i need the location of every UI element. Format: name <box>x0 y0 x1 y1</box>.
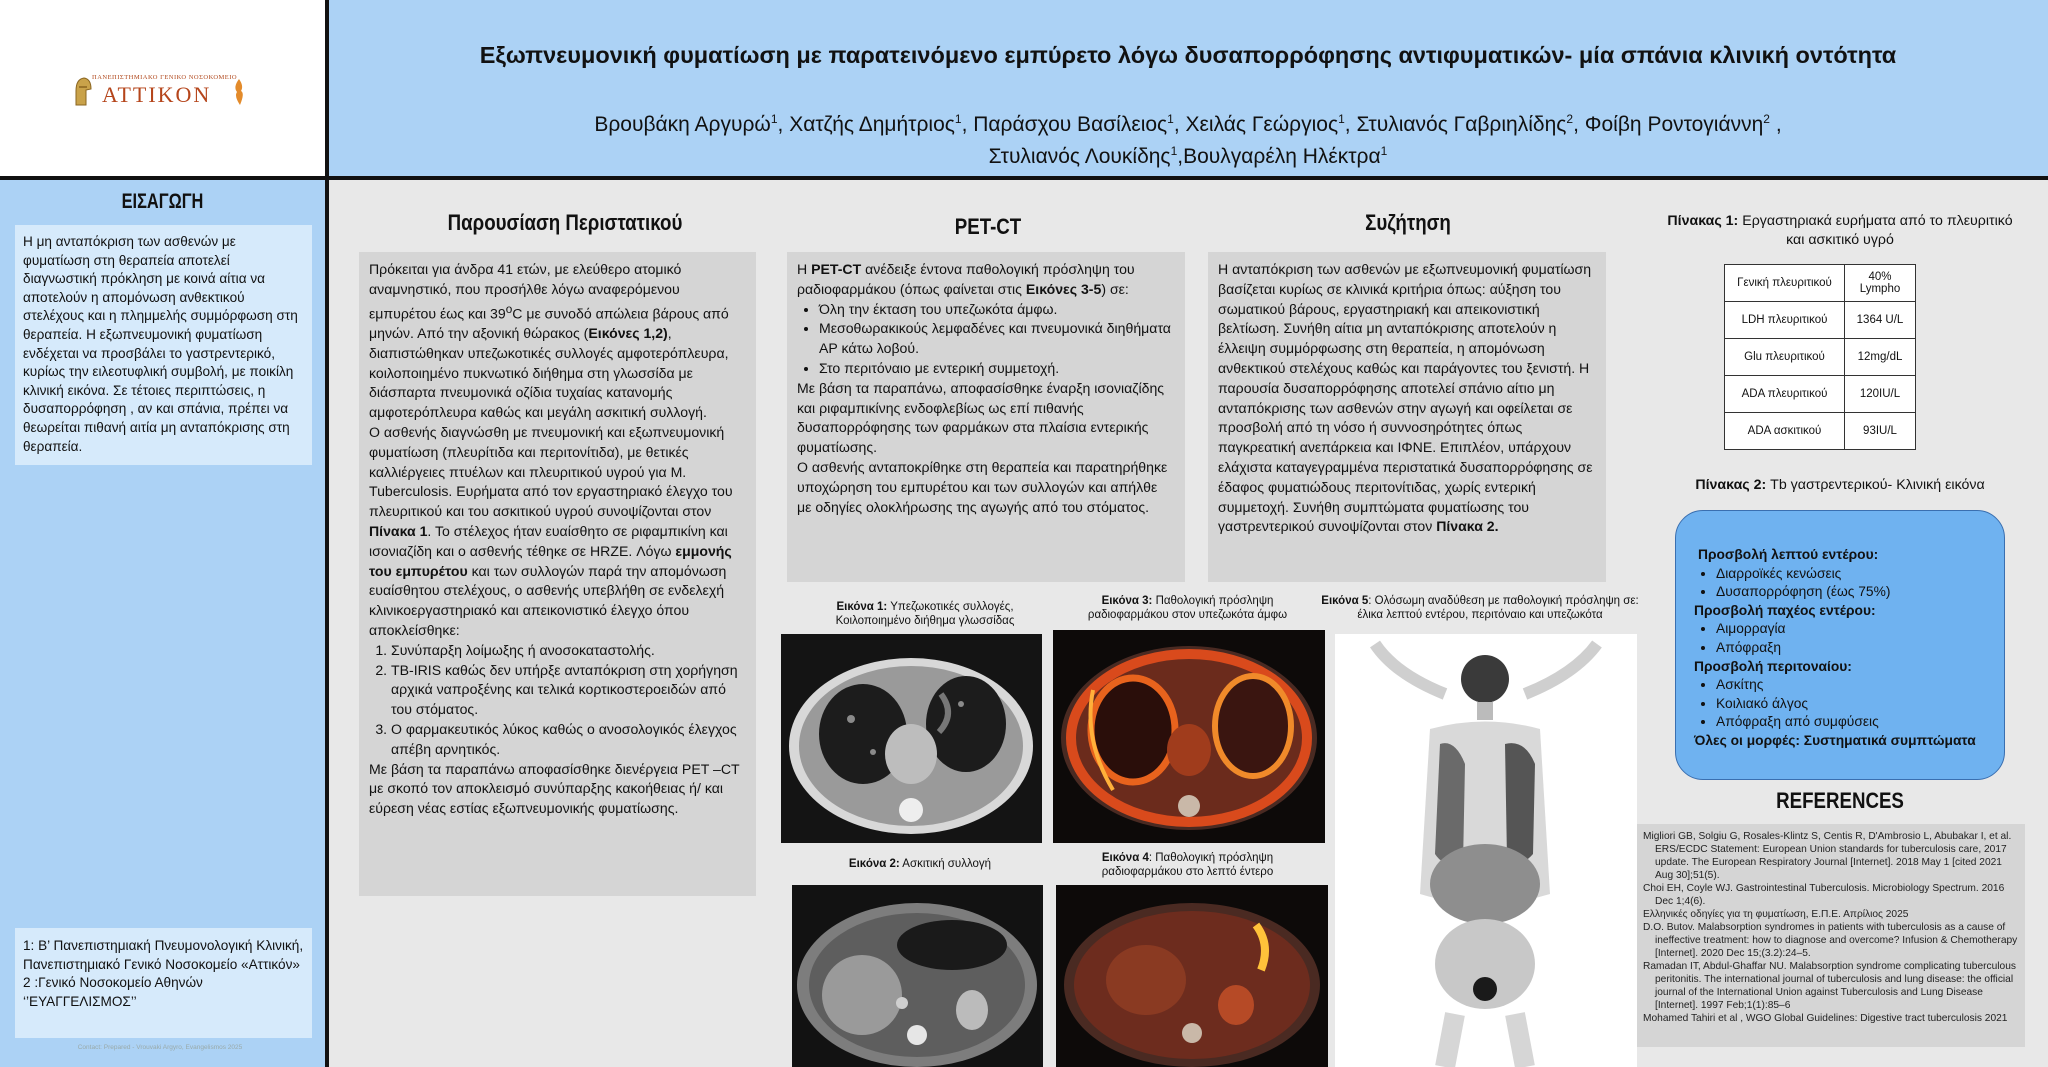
table-cell-value: 12mg/dL <box>1845 339 1916 376</box>
figure-4-caption <box>1060 851 1315 879</box>
logo-name: ATTIKON <box>102 82 212 107</box>
table-cell-label: LDH πλευριτικού <box>1725 302 1845 339</box>
text-run: Η <box>797 261 812 277</box>
list-item: 3. Ο φαρμακευτικός λύκος καθώς ο ανοσολογικός έλεγχος απέβη αρνητικός. <box>391 720 746 760</box>
reference-item: Choi EH, Coyle WJ. Gastrointestinal Tuberculosis. Microbiology Spectrum. 2016 Dec 1;4(6). <box>1643 883 2005 907</box>
table-ref: Πίνακα 1 <box>369 523 428 540</box>
hospital-logo <box>72 75 252 110</box>
discussion-text <box>1208 252 1606 582</box>
affiliations <box>15 928 312 1038</box>
list-item: • Όλη την έκταση του υπεζωκότα άμφω. <box>819 300 1175 320</box>
caption-text: Υπεζωκοτικές συλλογές, Κοιλοποιημένο διήθημα γλωσσίδας <box>835 601 1015 627</box>
author-name: Χατζής Δημήτριος <box>789 113 955 136</box>
text-run: . Το στέλεχος ήταν ευαίσθητο σε ριφαμπικίνη και ισονιαζίδη και ο ασθενής τέθηκε σε HRZE. Λόγω <box>369 523 728 559</box>
author-name: Στυλιανός Γαβριηλίδης <box>1356 113 1567 136</box>
table-row <box>1725 265 1916 302</box>
author-name: Χειλάς Γεώργιος <box>1185 113 1339 136</box>
logo-subtitle: ΠΑΝΕΠΙΣΤΗΜΙΑΚΟ ΓΕΝΙΚΟ ΝΟΣΟΚΟΜΕΙΟ <box>92 74 238 81</box>
author-separator: , <box>1177 145 1184 168</box>
text-run: και των συλλογών παρά την απομόνωση ευαίσθητου στελέχους, ο ασθενής υπεβλήθη σε ενδελεχή κλινικοεργαστηριακό και απεικονιστικό έλεγχο όπου αποκλείσθηκε: <box>369 562 727 639</box>
table-cell-label: ADA ασκιτικού <box>1725 413 1845 450</box>
list-item: • Στο περιτόναιο με εντερική συμμετοχή. <box>819 359 1175 379</box>
petct-paragraph <box>797 260 1175 300</box>
caption-label: Εικόνα 5 <box>1321 595 1369 607</box>
author-list <box>328 106 2048 170</box>
caption-text: Παθολογική πρόσληψη ραδιοφαρμάκου στον υπεζωκότα άμφω <box>1087 595 1288 621</box>
case-text <box>359 252 756 896</box>
author-name: Βρουβάκη Αργυρώ <box>594 113 771 136</box>
text-run: Ο ασθενής διαγνώσθη με πνευμονική και εξωπνευμονική φυματίωση (πλευρίτιδα και περιτονίτιδα), με θετικές καλλιέργειες πτυέλων και πλευριτικού υγρού για M. Tuberculosis. Ευρήματα από τον εργαστηριακό έλεγχο του πλευριτικού και του ασκιτικού υγρού συνοψίζονται στον <box>369 424 733 520</box>
caption-label: Εικόνα 3: <box>1101 595 1153 607</box>
flame-icon <box>232 78 246 106</box>
list-item: • Διαρροϊκές κενώσεις <box>1716 565 1990 584</box>
list-item: • Κοιλιακό άλγος <box>1716 695 1990 714</box>
petct-findings <box>797 300 1175 379</box>
author-name: Στυλιανός Λουκίδης <box>988 145 1171 168</box>
author-separator: , <box>961 113 974 136</box>
table-title-text: Tb γαστρεντερικού- Κλινική εικόνα <box>1766 477 1985 493</box>
group-heading: Προσβολή περιτοναίου: <box>1694 658 1852 674</box>
lab-table <box>1724 264 1916 450</box>
text-run: Πρόκειται για άνδρα 41 ετών, με ελεύθερο ατομικό αναμνηστικό, που προσήλθε λόγω αναφερόμενου εμπυρέτου έως και 39 <box>369 261 682 322</box>
petct-text <box>787 252 1185 582</box>
affiliation-1: 1: Β’ Πανεπιστημιακή Πνευμονολογική Κλινική, Πανεπιστημιακό Γενικό Νοσοκομείο «Αττικόν» <box>23 938 304 972</box>
author-affiliation: 2 <box>1763 112 1770 126</box>
table-label: Πίνακας 1: <box>1667 213 1739 229</box>
box-footer: Όλες οι μορφές: Συστηματικά συμπτώματα <box>1694 732 1976 748</box>
reference-item: Mohamed Tahiri et al , WGO Global Guidelines: Digestive tract tuberculosis 2021 <box>1643 1013 2008 1024</box>
figure-5-caption <box>1310 594 1650 622</box>
table-cell-value: 40% Lympho <box>1845 265 1916 302</box>
table-cell-value: 1364 U/L <box>1845 302 1916 339</box>
table-1-title <box>1660 212 2020 250</box>
author-affiliation: 1 <box>1170 144 1178 158</box>
figure-3-pet-pleura <box>1053 630 1325 843</box>
author-affiliation: 1 <box>770 112 778 126</box>
intro-heading: ΕΙΣΑΓΩΓΗ <box>121 190 204 213</box>
list-item: • Ασκίτης <box>1716 676 1990 695</box>
text-run: Η ανταπόκριση των ασθενών με εξωπνευμονική φυματίωση βασίζεται κυρίως σε κλινικά κριτήρια όπως: αύξηση του σωματικού βάρους, εργαστηριακή και απεικονιστική βελτίωση. Συνήθη αίτια μη ανταπόκρισης αποτελούν η έλλειψη συμμόρφωσης στη θεραπεία, η απομόνωση ανθεκτικού στελέχους καθώς και παράγοντες του ξενιστή. Η παρουσία δυσαπορρόφησης αποτελεί σπάνιο αίτιο μη ανταπόκρισης των ασθενών στην αγωγή και οφείλεται σε προσβολή από τη νόσο ή συννοσηρότητες όπως παγκρεατική ανεπάρκεια και ΙΦΝΕ. Επιπλέον, υπάρχουν ελάχιστα καταγεγραμμένα περιστατικά δυσαπορρόφησης σε έδαφος φυματιώδους περιτονίτιδας, χωρίς εντερική συμμετοχή. Συνήθη συμπτώματα φυματίωσης του γαστρεντερικού συνοψίζονται στον <box>1218 261 1593 535</box>
emphasis: PET-CT <box>811 261 862 277</box>
figure-ref: Εικόνες 1,2) <box>588 325 668 342</box>
gi-tb-symptoms-box <box>1675 510 2005 780</box>
table-row <box>1725 339 1916 376</box>
affiliation-2: 2 :Γενικό Νοσοκομείο Αθηνών ‘’ΕΥΑΓΓΕΛΙΣΜΟΣ’’ <box>23 975 203 1009</box>
references-list <box>1637 824 2025 1047</box>
author-separator: , <box>1573 113 1585 136</box>
author-affiliation: 1 <box>954 112 962 126</box>
petct-paragraph: Ο ασθενής ανταποκρίθηκε στη θεραπεία και παρατηρήθηκε υποχώρηση του εμπυρέτου και των συλλογών και απήλθε με οδηγίες ολοκλήρωσης της αγωγής από του στόματος. <box>797 458 1168 515</box>
header-divider <box>0 176 2048 180</box>
list-item: • Απόφραξη <box>1716 639 1990 658</box>
figure-4-pet-bowel <box>1056 885 1328 1067</box>
table-row <box>1725 376 1916 413</box>
caption-label: Εικόνα 2: <box>848 858 900 870</box>
discussion-paragraph <box>1218 260 1596 537</box>
author-separator: , <box>1173 113 1186 136</box>
discussion-heading: Συζήτηση <box>1365 210 1451 235</box>
symptom-list <box>1694 565 1990 602</box>
reference-item: D.O. Butov. Malabsorption syndromes in patients with tuberculosis as a cause of ineffective treatment: how to diagnose and overcome? Infusion & Chemotherapy [Internet]. 2020 Dec 15;(3.2):24–5. <box>1643 922 2018 959</box>
author-separator: , <box>1769 113 1782 136</box>
case-paragraph <box>369 423 746 641</box>
table-cell-label: ADA πλευριτικού <box>1725 376 1845 413</box>
table-label: Πίνακας 2: <box>1695 477 1767 493</box>
references-heading: REFERENCES <box>1776 788 1904 813</box>
logo-panel <box>0 0 325 176</box>
helmet-icon <box>72 75 94 109</box>
faint-note: Contact: Prepared - Vrouvaki Argyro, Evangelismos 2025 <box>77 1044 243 1051</box>
author-affiliation: 1 <box>1380 144 1388 158</box>
table-ref: Πίνακα 2. <box>1436 518 1499 535</box>
list-item: • Μεσοθωρακικούς λεμφαδένες και πνευμονικά διηθήματα ΑΡ κάτω λοβού. <box>819 319 1175 359</box>
reference-item: Ramadan IT, Abdul-Ghaffar NU. Malabsorption syndrome complicating tuberculous peritonitis. The international journal of tuberculosis and lung disease: the official journal of the International Union against Tuberculosis and Lung Disease [Internet]. 1997 Feb;1(1):85–6 <box>1643 961 2016 1011</box>
table-cell-value: 120IU/L <box>1845 376 1916 413</box>
author-line-1 <box>328 106 2048 138</box>
poster-title: Εξωπνευμονική φυματίωση με παρατεινόμενο εμπύρετο λόγω δυσαπορρόφησης αντιφυματικών- μία σπάνια κλινική οντότητα <box>479 42 1897 68</box>
figure-1-caption <box>800 600 1050 628</box>
poster-header <box>328 0 2048 176</box>
caption-text: : Ολόσωμη αναδύθεση με παθολογική πρόσληψη σε: έλικα λεπτού εντέρου, περιτόναιο και υπεζωκότα <box>1357 595 1639 621</box>
figure-5-pet-wholebody <box>1335 634 1637 1067</box>
table-row <box>1725 413 1916 450</box>
figure-ref: Εικόνες 3-5 <box>1025 280 1102 297</box>
table-row <box>1725 302 1916 339</box>
case-heading: Παρουσίαση Περιστατικού <box>447 210 683 235</box>
caption-label: Εικόνα 1: <box>836 601 888 613</box>
petct-heading: PET-CT <box>954 214 1022 239</box>
reference-item: Ελληνικές οδηγίες για τη φυματίωση, Ε.Π.Ε. Απρίλιος 2025 <box>1643 909 1909 920</box>
caption-label: Εικόνα 4 <box>1101 852 1149 864</box>
table-cell-label: Γενική πλευριτικού <box>1725 265 1845 302</box>
author-line-2 <box>328 138 2048 170</box>
author-name: Φοίβη Ροντογιάννη <box>1584 113 1764 136</box>
figure-2-ct-abdomen <box>792 885 1043 1067</box>
text-run: ανέδειξε έντονα παθολογική πρόσληψη του ραδιοφαρμάκου (όπως φαίνεται στις <box>797 261 1135 297</box>
reference-item: Migliori GB, Solgiu G, Rosales-Klintz S, Centis R, D'Ambrosio L, Abubakar I, et al. ERS/ECDC Statement: European Union standards for tuberculosis care, 2017 update. The European Respiratory Journal [Internet]. 2018 May 1 [cited 2021 Aug 30];51(5). <box>1643 831 2012 881</box>
list-item: • Δυσαπορρόφηση (έως 75%) <box>1716 583 1990 602</box>
intro-text: Η μη ανταπόκριση των ασθενών με φυματίωση στη θεραπεία αποτελεί διαγνωστική πρόκληση με κοινά αίτια να αποτελούν η απομόνωση ανθεκτικού στελέχους και η πλημμελής συμμόρφωση στη θεραπεία. Η εξωπνευμονική φυματίωση ενδέχεται να προσβάλει το γαστρεντερικό, κυρίως την ειλεοτυφλική συμβολή, με ποικίλη κλινική εικόνα. Σε τέτοιες περιπτώσεις, η δυσαπορρόφηση , αν και σπάνια, πρέπει να θεωρείται πιθανή αιτία μη ανταπόκρισης στη θεραπεία. <box>15 225 312 465</box>
list-item: • Αιμορραγία <box>1716 620 1990 639</box>
sidebar-divider <box>325 0 329 1067</box>
text-run: , διαπιστώθηκαν υπεζωκοτικές συλλογές αμφοτερόπλευρα, κοιλοποιημένο πυκνωτικό διήθημα στη γλωσσίδα με διάσπαρτα πνευμονικά οζίδια τυχαίας κατανομής αμφοτερόπλευρα καθώς και μεγάλη ασκιτική συλλογή. <box>369 325 729 421</box>
text-run: ) σε: <box>1101 280 1129 297</box>
petct-paragraph: Με βάση τα παραπάνω, αποφασίσθηκε έναρξη ισονιαζίδης και ριφαμπικίνης ενδοφλεβίως ως επί πιθανής δυσαπορρόφησης των φαρμάκων στα πλαίσια εντερικής φυματίωσης. <box>797 379 1165 456</box>
group-heading: Προσβολή λεπτού εντέρου: <box>1698 547 1879 562</box>
author-name: Βουλγαρέλη Ηλέκτρα <box>1183 145 1381 168</box>
author-separator: , <box>777 113 790 136</box>
emphasis: εμμονής του εμπυρέτου <box>369 542 732 579</box>
excluded-list <box>369 641 746 760</box>
figure-2-caption <box>790 857 1050 871</box>
author-affiliation: 1 <box>1338 112 1345 126</box>
caption-text: Ασκιτική συλλογή <box>899 858 992 870</box>
caption-text: : Παθολογική πρόσληψη ραδιοφαρμάκου στο λεπτό έντερο <box>1101 852 1274 878</box>
author-affiliation: 1 <box>1167 112 1174 126</box>
figure-1-ct-chest <box>781 634 1042 843</box>
table-cell-value: 93IU/L <box>1845 413 1916 450</box>
table-title-text: Εργαστηριακά ευρήματα από το πλευριτικό και ασκιτικό υγρό <box>1738 213 2013 248</box>
table-2-title <box>1660 477 2020 493</box>
list-item: • Απόφραξη από συμφύσεις <box>1716 713 1990 732</box>
degree-sup: ο <box>505 302 513 316</box>
table-cell-label: Glu πλευριτικού <box>1725 339 1845 376</box>
group-heading: Προσβολή παχέος εντέρου: <box>1694 602 1876 618</box>
text-run: C με συνοδό απώλεια βάρους από μηνών. Από την αξονική θώρακος ( <box>369 305 729 342</box>
figure-3-caption <box>1060 594 1315 622</box>
author-affiliation: 2 <box>1566 112 1574 126</box>
author-name: Παράσχου Βασίλειος <box>973 113 1168 136</box>
author-separator: , <box>1344 113 1357 136</box>
symptom-list <box>1694 620 1990 657</box>
list-item: 2. TB-IRIS καθώς δεν υπήρξε ανταπόκριση στη χορήγηση αρχικά ναπροξένης και τελικά κορτικοστεροειδών από του στόματος. <box>391 661 746 720</box>
symptom-list <box>1694 676 1990 732</box>
list-item: 1. Συνύπαρξη λοίμωξης ή ανοσοκαταστολής. <box>391 641 746 661</box>
case-paragraph <box>369 260 746 423</box>
case-paragraph: Με βάση τα παραπάνω αποφασίσθηκε διενέργεια PET –CT με σκοπό τον αποκλεισμό συνύπαρξης κακοήθειας ή/ και εύρεση νέας εστίας εξωπνευμονικής φυματίωσης. <box>369 760 740 817</box>
